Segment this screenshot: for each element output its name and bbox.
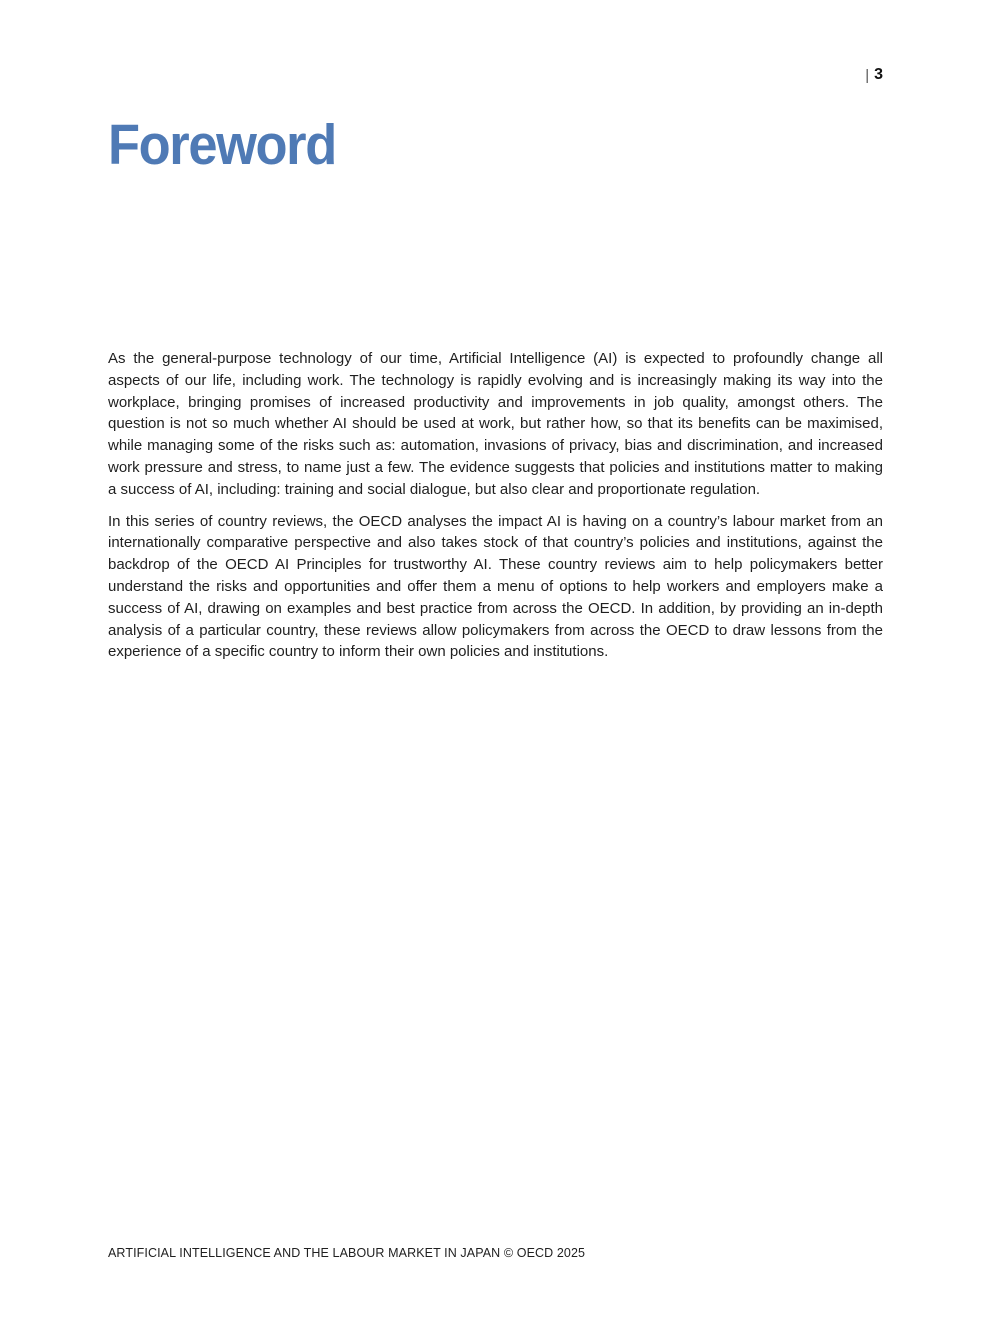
page-number: 3 bbox=[874, 66, 883, 83]
page-title: Foreword bbox=[108, 113, 336, 177]
page-footer: ARTIFICIAL INTELLIGENCE AND THE LABOUR MARKET IN JAPAN © OECD 2025 bbox=[108, 1246, 586, 1260]
paragraph-2: In this series of country reviews, the OECD analyses the impact AI is having on a country’s labour market from an internationally comparative perspective and also takes stock of that country’s policies and institutions, against the backdrop of the OECD AI Principles for trustworthy AI. These country reviews aim to help policymakers better understand the risks and opportunities and offer them a menu of options to help workers and employers make a success of AI, drawing on examples and best practice from across the OECD. In addition, by providing an in-depth analysis of a particular country, these reviews allow policymakers from across the OECD to draw lessons from the experience of a specific country to inform their own policies and institutions. bbox=[108, 512, 883, 661]
body-text bbox=[108, 348, 883, 673]
page-header bbox=[865, 66, 883, 84]
header-separator: | bbox=[865, 66, 870, 84]
paragraph-1: As the general-purpose technology of our time, Artificial Intelligence (AI) is expected to profoundly change all aspects of our life, including work. The technology is rapidly evolving and is increasingly making its way into the workplace, bringing promises of increased productivity and improvements in job quality, amongst others. The question is not so much whether AI should be used at work, but rather how, so that its benefits can be maximised, while managing some of the risks such as: automation, invasions of privacy, bias and discrimination, and increased work pressure and stress, to name just a few. The evidence suggests that policies and institutions matter to making a success of AI, including: training and social dialogue, but also clear and proportionate regulation. bbox=[108, 350, 883, 498]
